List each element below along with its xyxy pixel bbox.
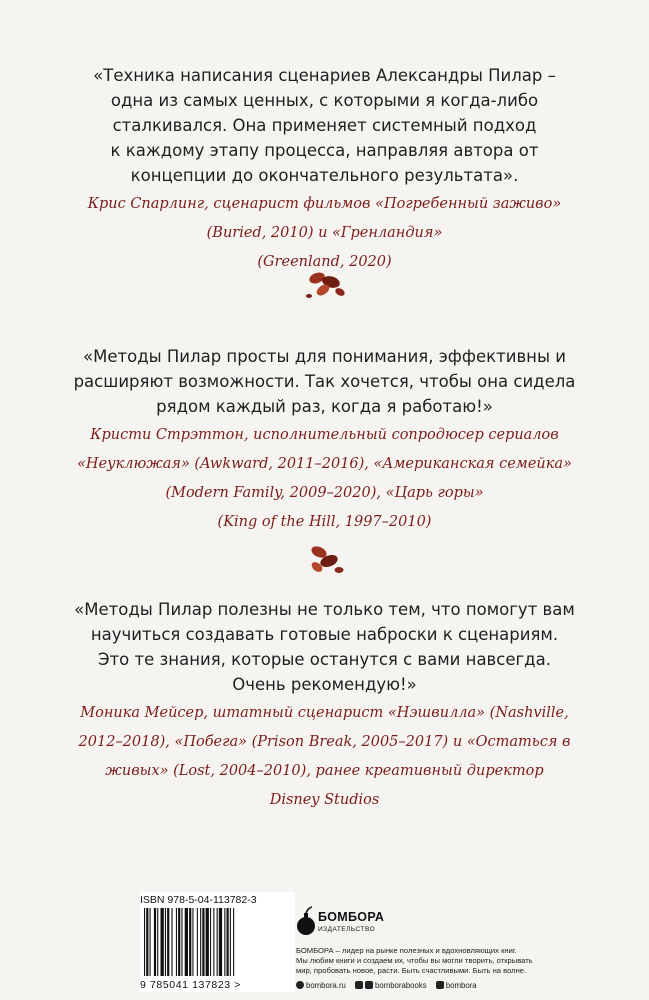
bomb-logo-icon (296, 906, 316, 938)
quote-text-2 (0, 344, 649, 419)
globe-icon (296, 981, 304, 989)
social-vk[interactable] (355, 981, 427, 990)
quote-text-3 (0, 597, 649, 697)
attribution-line: «Неуклюжая» (Awkward, 2011–2016), «Американская семейка» (77, 456, 572, 472)
quote-line: «Методы Пилар просты для понимания, эффективны и (83, 347, 566, 366)
barcode-icon (140, 908, 295, 978)
attribution-line: Кристи Стрэттон, исполнительный сопродюсер сериалов (90, 427, 559, 443)
quote-line: «Методы Пилар полезны не только тем, что помогут вам (74, 600, 575, 619)
barcode-box (140, 892, 295, 992)
attribution-3 (0, 699, 649, 815)
attribution-line: (King of the Hill, 1997–2010) (217, 514, 432, 530)
quote-line: сталкивался. Она применяет системный подход (112, 116, 537, 135)
social-label: bombora.ru (306, 981, 346, 991)
quote-line: научиться создавать готовые наброски к сценариям. (90, 625, 559, 644)
isbn-label: ISBN 978-5-04-113782-3 (140, 894, 257, 906)
quote-block-1 (0, 63, 649, 277)
publisher-description (296, 946, 546, 976)
quote-text-1 (0, 63, 649, 188)
social-website[interactable] (296, 981, 346, 990)
attribution-line: (Buried, 2010) и «Гренландия» (206, 225, 443, 241)
quote-line: Очень рекомендую!» (232, 675, 417, 694)
social-label: bombora (445, 981, 477, 991)
attribution-line: (Modern Family, 2009–2020), «Царь горы» (165, 485, 484, 501)
attribution-line: живых» (Lost, 2004–2010), ранее креативный директор (105, 763, 544, 779)
quote-block-3 (0, 597, 649, 815)
publisher-logo (296, 904, 396, 944)
attribution-line: Крис Спарлинг, сценарист фильмов «Погребенный заживо» (87, 196, 562, 212)
social-links (296, 981, 526, 995)
attribution-line: 2012–2018), «Побега» (Prison Break, 2005–2017) и «Остаться в (78, 734, 571, 750)
vk-icon (355, 981, 363, 989)
quote-line: расширяют возможности. Так хочется, чтобы она сидела (73, 372, 576, 391)
publisher-name: БОМБОРА (318, 910, 385, 924)
footer (0, 880, 649, 1000)
quote-line: «Техника написания сценариев Александры Пилар – (93, 66, 556, 85)
bean-ornament-2 (0, 543, 649, 583)
social-instagram[interactable] (436, 981, 477, 990)
attribution-line: (Greenland, 2020) (257, 254, 392, 270)
quote-line: концепции до окончательного результата». (130, 166, 519, 185)
quote-line: к каждому этапу процесса, направляя автора от (110, 141, 539, 160)
attribution-line: Disney Studios (269, 792, 380, 808)
description-line: мир, пробовать новое, расти. Быть счастливыми. Быть на волне. (296, 966, 527, 975)
quote-line: одна из самых ценных, с которыми я когда-либо (110, 91, 539, 110)
quote-line: рядом каждый раз, когда я работаю!» (156, 397, 493, 416)
quote-line: Это те знания, которые останутся с вами навсегда. (98, 650, 551, 669)
instagram-icon (436, 981, 444, 989)
quote-block-2 (0, 344, 649, 537)
social-label: bomborabooks (375, 981, 427, 991)
publisher-subtitle: ИЗДАТЕЛЬСТВО (318, 926, 376, 933)
attribution-1 (0, 190, 649, 277)
bean-ornament-1 (0, 268, 649, 308)
telegram-icon (365, 981, 373, 989)
barcode-digits: 9 785041 137823 > (140, 979, 241, 991)
description-line: Мы любим книги и создаем их, чтобы вы могли творить, открывать (296, 956, 533, 965)
description-line: БОМБОРА – лидер на рынке полезных и вдохновляющих книг. (296, 946, 517, 955)
attribution-line: Моника Мейсер, штатный сценарист «Нэшвилла» (Nashville, (80, 705, 569, 721)
attribution-2 (0, 421, 649, 537)
